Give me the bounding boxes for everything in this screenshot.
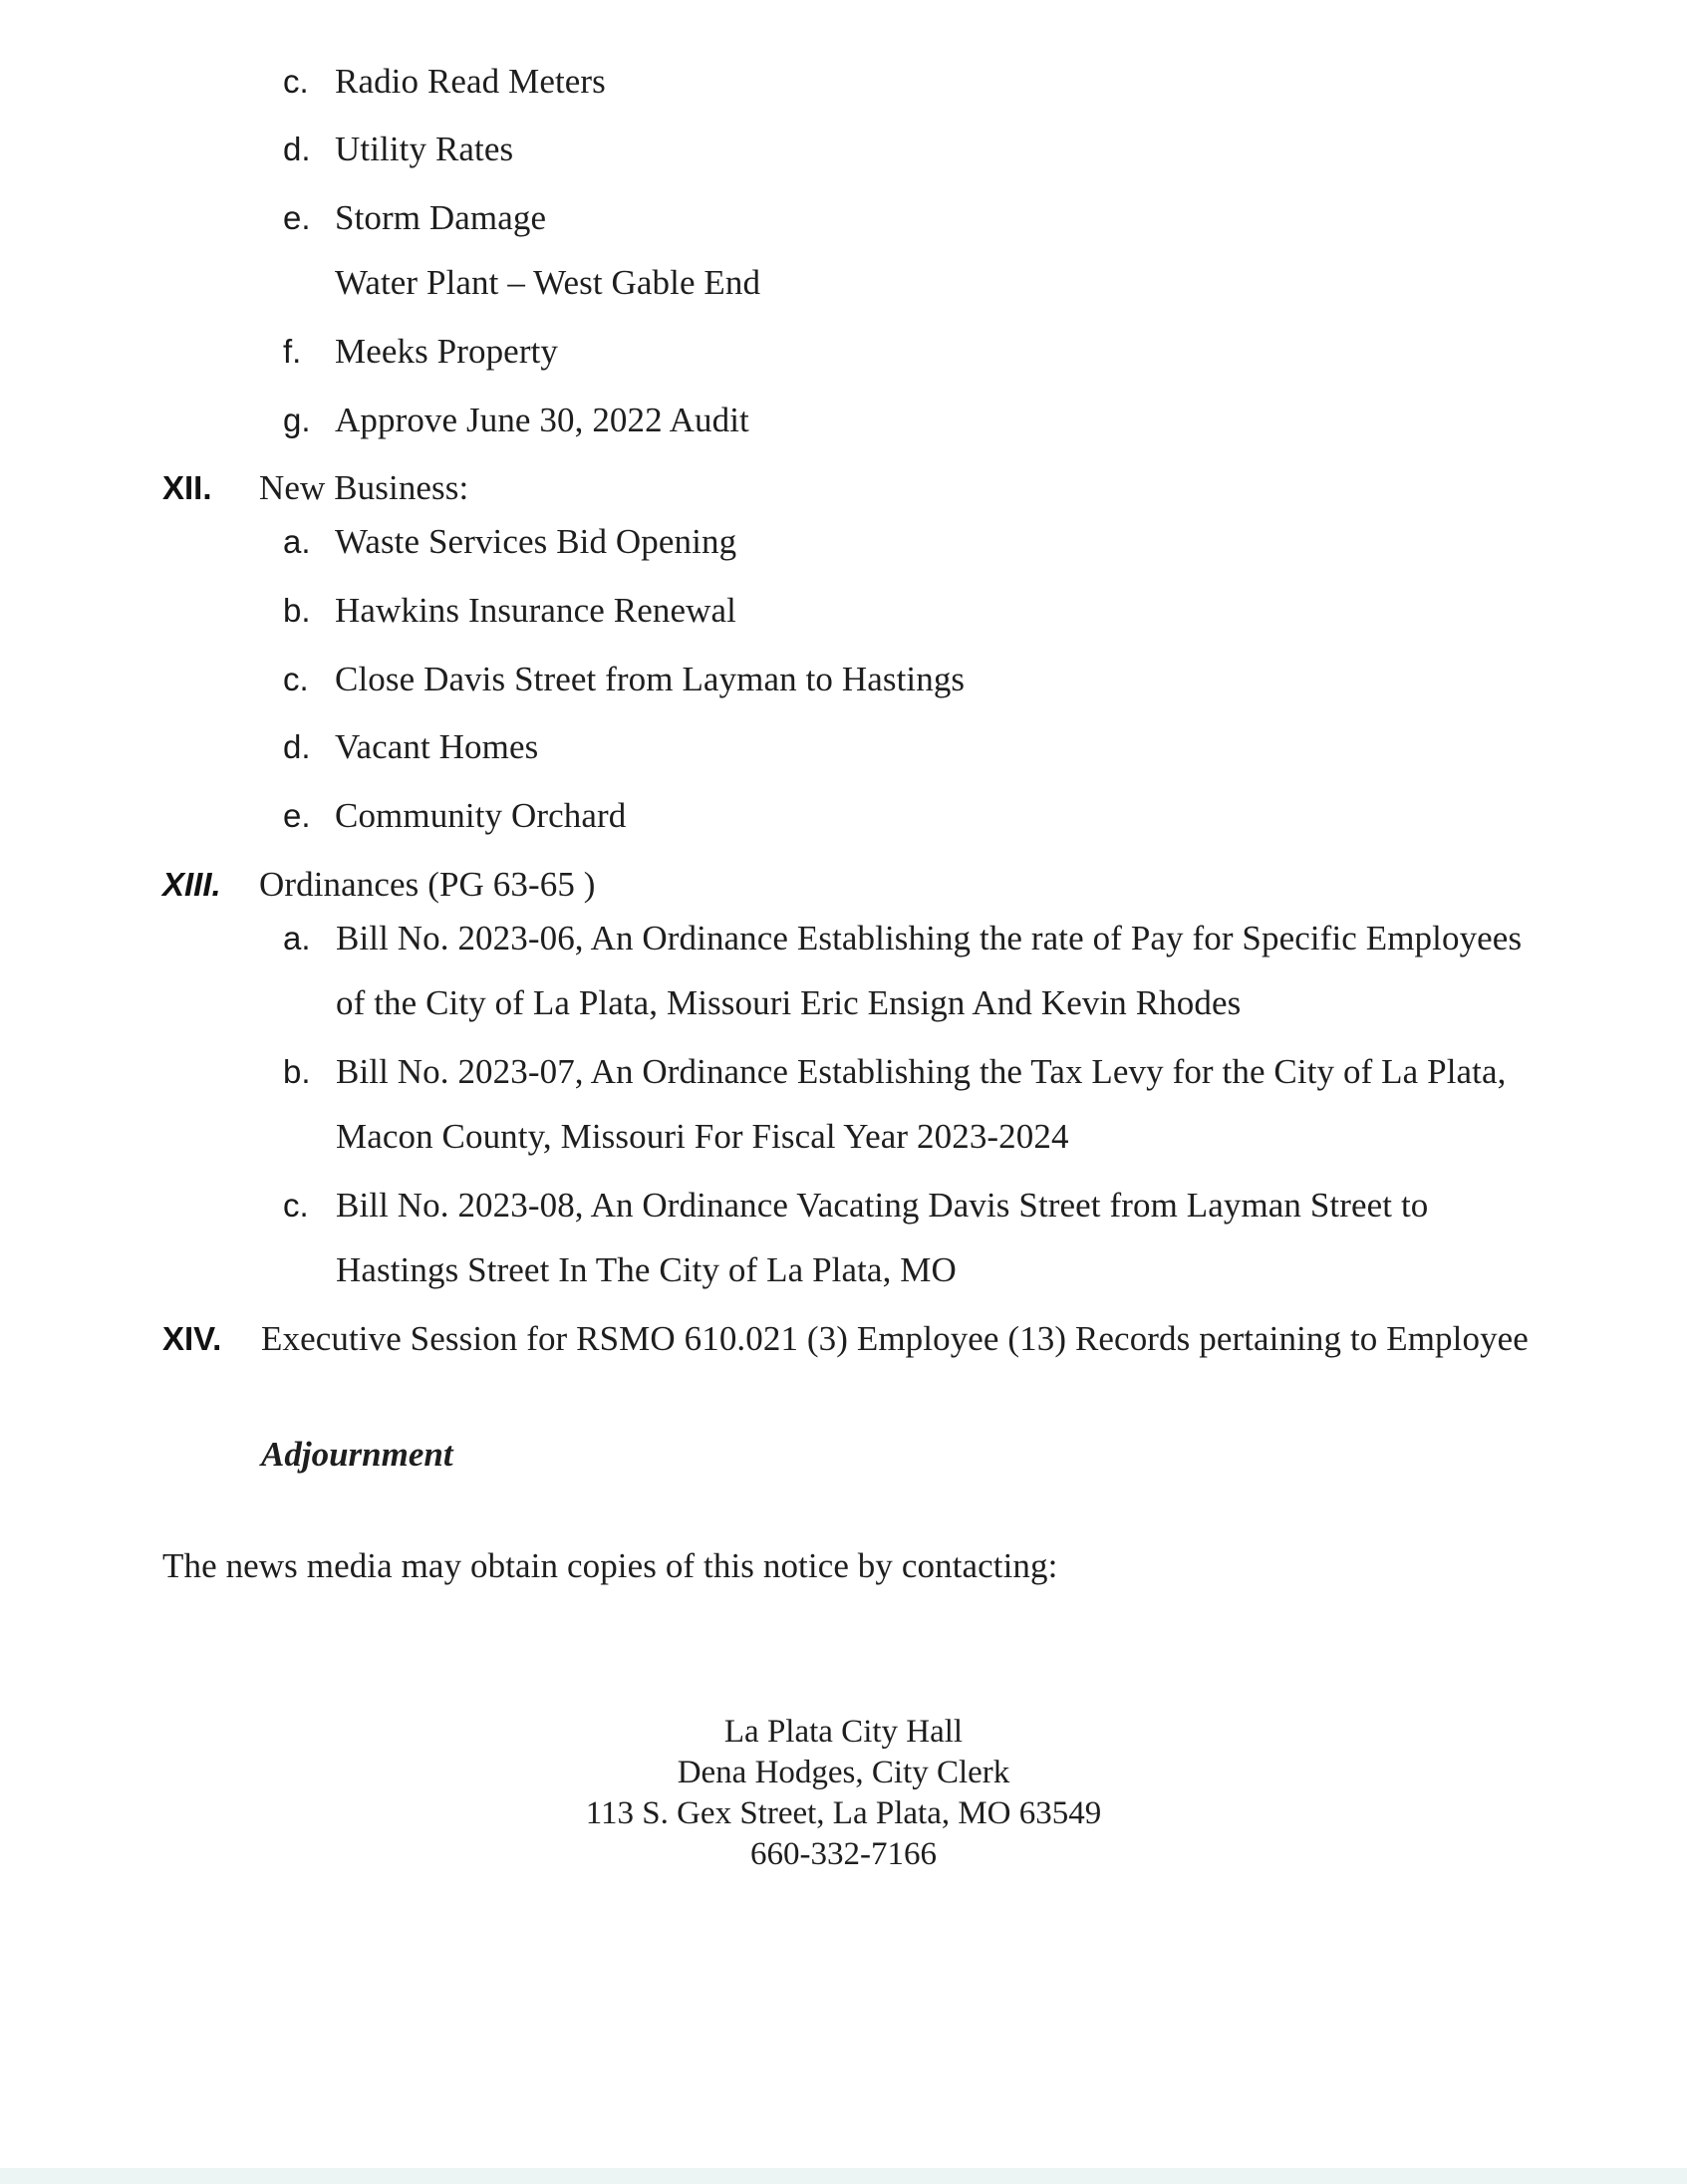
section-numeral: XII.: [162, 469, 212, 506]
scan-edge: [0, 2168, 1687, 2184]
item-line1: Bill No. 2023-06, An Ordinance Establishing the rate of Pay for Specific Employees: [336, 919, 1523, 957]
item-letter: g.: [283, 402, 311, 438]
item-letter: c.: [283, 63, 309, 100]
item-letter: f.: [283, 333, 302, 370]
section-numeral: XIV.: [162, 1320, 222, 1357]
item-text: Utility Rates: [335, 130, 514, 168]
item-text: Waste Services Bid Opening: [335, 522, 737, 561]
item-letter: b.: [283, 592, 311, 629]
section-title: Executive Session for RSMO 610.021 (3) Employee (13) Records pertaining to Employee: [261, 1319, 1529, 1358]
item-letter: d.: [283, 728, 311, 765]
item-letter: b.: [283, 1053, 311, 1090]
adjournment-heading: Adjournment: [261, 1435, 453, 1474]
section-title: New Business:: [259, 468, 469, 507]
item-line2: Macon County, Missouri For Fiscal Year 2023-2024: [336, 1117, 1069, 1156]
item-letter: e.: [283, 797, 311, 834]
item-text: Radio Read Meters: [335, 62, 606, 101]
section-title: Ordinances (PG 63-65 ): [259, 865, 596, 904]
item-subtext: Water Plant – West Gable End: [335, 263, 761, 302]
item-letter: c.: [283, 661, 309, 697]
item-text: Hawkins Insurance Renewal: [335, 591, 736, 630]
item-text: Meeks Property: [335, 332, 558, 371]
item-text: Close Davis Street from Layman to Hastings: [335, 660, 966, 698]
contact-phone: 660-332-7166: [750, 1836, 937, 1872]
item-letter: a.: [283, 920, 311, 956]
item-line1: Bill No. 2023-07, An Ordinance Establishing the Tax Levy for the City of La Plata,: [336, 1052, 1507, 1091]
item-text: Approve June 30, 2022 Audit: [335, 401, 749, 439]
item-line2: Hastings Street In The City of La Plata, MO: [336, 1250, 957, 1289]
item-letter: c.: [283, 1187, 309, 1224]
contact-clerk: Dena Hodges, City Clerk: [677, 1755, 1010, 1790]
section-numeral: XIII.: [162, 866, 221, 903]
item-text: Storm Damage: [335, 198, 547, 237]
item-letter: e.: [283, 199, 311, 236]
item-letter: d.: [283, 131, 311, 167]
contact-address: 113 S. Gex Street, La Plata, MO 63549: [585, 1795, 1102, 1831]
item-line2: of the City of La Plata, Missouri Eric Ensign And Kevin Rhodes: [336, 983, 1242, 1022]
media-notice: The news media may obtain copies of this notice by contacting:: [162, 1546, 1058, 1585]
item-text: Community Orchard: [335, 796, 627, 835]
contact-office: La Plata City Hall: [723, 1714, 964, 1750]
item-letter: a.: [283, 523, 311, 560]
item-line1: Bill No. 2023-08, An Ordinance Vacating Davis Street from Layman Street to: [336, 1186, 1429, 1225]
item-text: Vacant Homes: [335, 727, 539, 766]
